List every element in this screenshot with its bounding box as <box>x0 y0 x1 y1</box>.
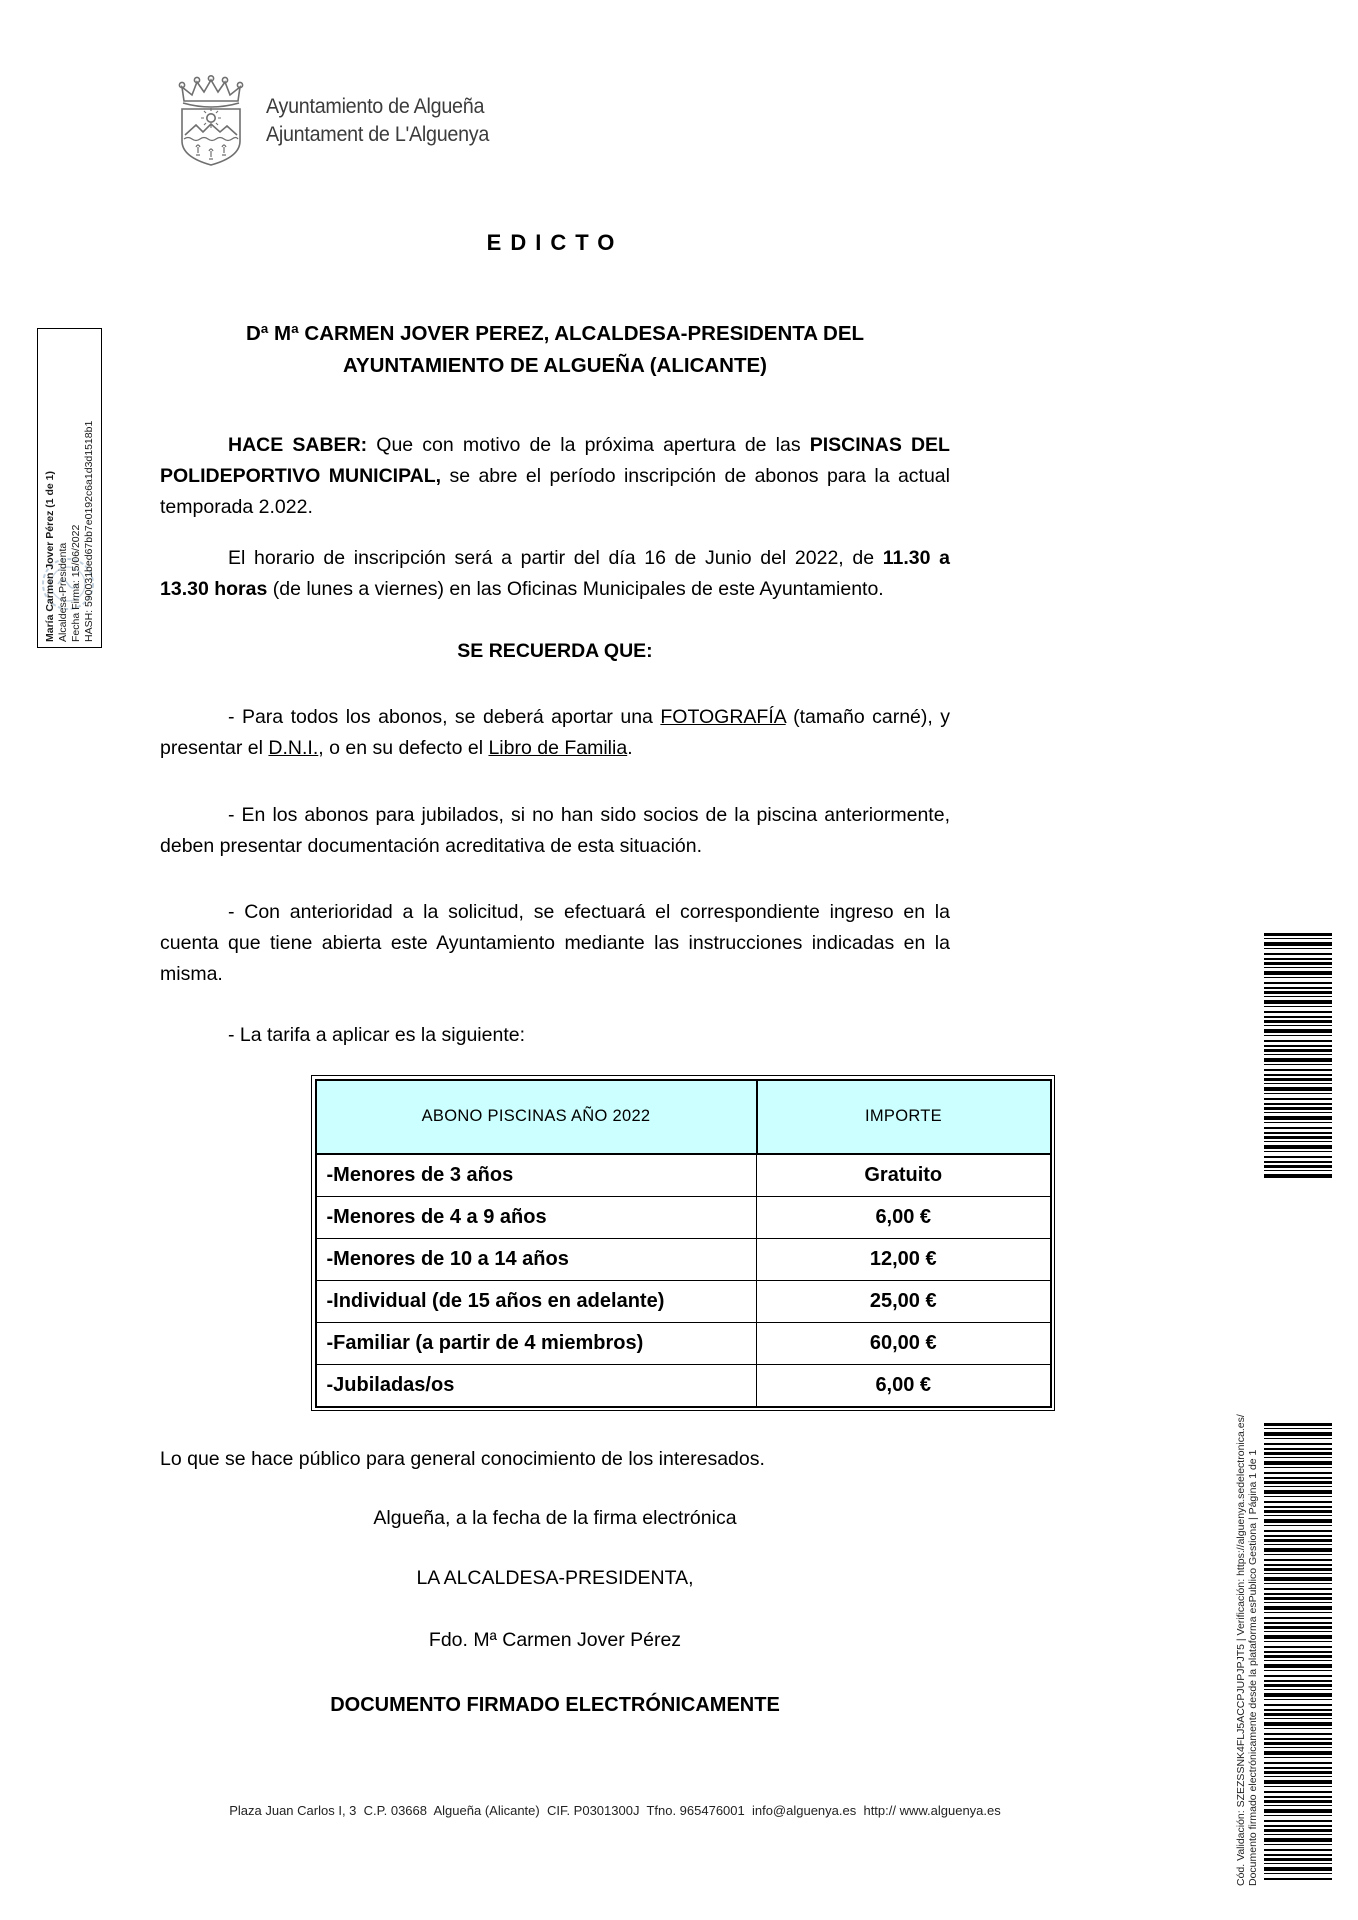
p2-text-2: (de lunes a viernes) en las Oficinas Municipales de este Ayuntamiento. <box>267 578 884 600</box>
edict-title: EDICTO <box>486 230 624 255</box>
row-price: Gratuito <box>757 1154 1051 1197</box>
hace-saber-label: HACE SABER: <box>228 434 368 456</box>
municipality-name <box>266 93 489 149</box>
p3-text-3: , o en su defecto el <box>318 737 489 759</box>
row-category: -Jubiladas/os <box>316 1364 757 1407</box>
row-price: 12,00 € <box>757 1238 1051 1280</box>
closing-signed-electronically: DOCUMENTO FIRMADO ELECTRÓNICAMENTE <box>330 1694 780 1716</box>
validation-platform-line: Documento firmado electrónicamente desde la plataforma esPublico Gestiona | Página 1 de 1 <box>1247 1449 1259 1886</box>
mayor-heading <box>160 318 950 382</box>
p3-text-2: (tamaño carné), y presentar el <box>160 706 950 759</box>
table-row <box>316 1280 1051 1322</box>
paragraph-hace-saber <box>160 430 950 523</box>
validation-stamp-text <box>1235 931 1259 1886</box>
validation-barcode-bottom <box>1264 1423 1332 1880</box>
paragraph-ingreso: - Con anterioridad a la solicitud, se efectuará el correspondiente ingreso en la cuenta que tiene abierta este Ayuntamiento mediante las instrucciones indicadas en la misma. <box>160 901 950 985</box>
table-row <box>316 1364 1051 1407</box>
row-category: -Individual (de 15 años en adelante) <box>316 1280 757 1322</box>
signer-role: Alcaldesa-Presidenta <box>57 542 69 642</box>
row-price: 60,00 € <box>757 1322 1051 1364</box>
paragraph-tarifa: - La tarifa a aplicar es la siguiente: <box>228 1024 525 1046</box>
p3-underline-dni: D.N.I. <box>268 737 319 759</box>
closing-place-date: Algueña, a la fecha de la firma electrónica <box>373 1507 737 1529</box>
coat-of-arms-icon <box>170 75 252 167</box>
header-abono: ABONO PISCINAS AÑO 2022 <box>316 1080 757 1154</box>
municipality-name-val: Ajuntament de L'Alguenya <box>266 123 490 146</box>
closing-signer-name: Fdo. Mª Carmen Jover Pérez <box>428 1629 682 1651</box>
table-row <box>316 1154 1051 1197</box>
price-table-container <box>311 1075 1055 1411</box>
p1-text-1: Que con motivo de la próxima apertura de las <box>367 434 810 456</box>
row-price: 6,00 € <box>757 1196 1051 1238</box>
validation-barcode-top <box>1264 933 1332 1180</box>
validation-code-line: Cód. Validación: SZEZSSNK4FLJ5ACCPJUPJPJT5 | Verificación: https://alguenya.sedelectronica.es/ <box>1235 1414 1247 1886</box>
header-importe: IMPORTE <box>757 1080 1051 1154</box>
row-category: -Menores de 3 años <box>316 1154 757 1197</box>
row-category: -Menores de 4 a 9 años <box>316 1196 757 1238</box>
municipality-name-es: Ayuntamiento de Algueña <box>266 95 485 118</box>
closing-role: LA ALCALDESA-PRESIDENTA, <box>416 1567 694 1589</box>
price-table <box>315 1079 1052 1408</box>
signer-name: María Carmen Jover Pérez (1 de 1) <box>44 471 56 642</box>
closing-public-notice: Lo que se hace público para general conocimiento de los interesados. <box>160 1448 765 1470</box>
table-row <box>316 1238 1051 1280</box>
paragraph-fotografia <box>160 702 950 764</box>
row-price: 25,00 € <box>757 1280 1051 1322</box>
table-row <box>316 1196 1051 1238</box>
signature-stamp-text <box>44 342 98 642</box>
p3-text-1: - Para todos los abonos, se deberá aportar una <box>228 706 661 728</box>
price-table-header-row <box>316 1080 1051 1154</box>
p3-underline-libro: Libro de Familia <box>488 737 628 759</box>
municipality-logo <box>170 75 503 167</box>
table-row <box>316 1322 1051 1364</box>
row-category: -Familiar (a partir de 4 miembros) <box>316 1322 757 1364</box>
reminder-heading: SE RECUERDA QUE: <box>457 640 653 662</box>
p2-text-1: El horario de inscripción será a partir del día 16 de Junio del 2022, de <box>228 547 883 569</box>
row-category: -Menores de 10 a 14 años <box>316 1238 757 1280</box>
row-price: 6,00 € <box>757 1364 1051 1407</box>
signature-hash: HASH: 590031bed67bb7e0192c6a1d3d1518b1 <box>83 420 95 642</box>
p1-bold-piscinas: PISCINAS DEL POLIDEPORTIVO MUNICIPAL, <box>160 434 950 487</box>
mayor-heading-text: Dª Mª CARMEN JOVER PEREZ, ALCALDESA-PRESIDENTA DEL AYUNTAMIENTO DE ALGUEÑA (ALICANTE) <box>245 322 865 377</box>
signature-date: Fecha Firma: 15/06/2022 <box>70 524 82 642</box>
p2-bold-horas: 11.30 a 13.30 horas <box>160 547 951 600</box>
paragraph-horario <box>160 543 950 605</box>
p3-text-4: . <box>627 737 633 759</box>
paragraph-jubilados: - En los abonos para jubilados, si no han sido socios de la piscina anteriormente, deben presentar documentación acreditativa de esta situación. <box>160 804 950 857</box>
p1-text-2: se abre el período inscripción de abonos para la actual temporada 2.022. <box>160 465 950 518</box>
footer-contact-info: Plaza Juan Carlos I, 3 C.P. 03668 Algueña (Alicante) CIF. P0301300J Tfno. 965476001 info@alguenya.es http:// www.alguenya.es <box>229 1803 1001 1818</box>
p3-underline-fotografia: FOTOGRAFÍA <box>660 706 786 728</box>
